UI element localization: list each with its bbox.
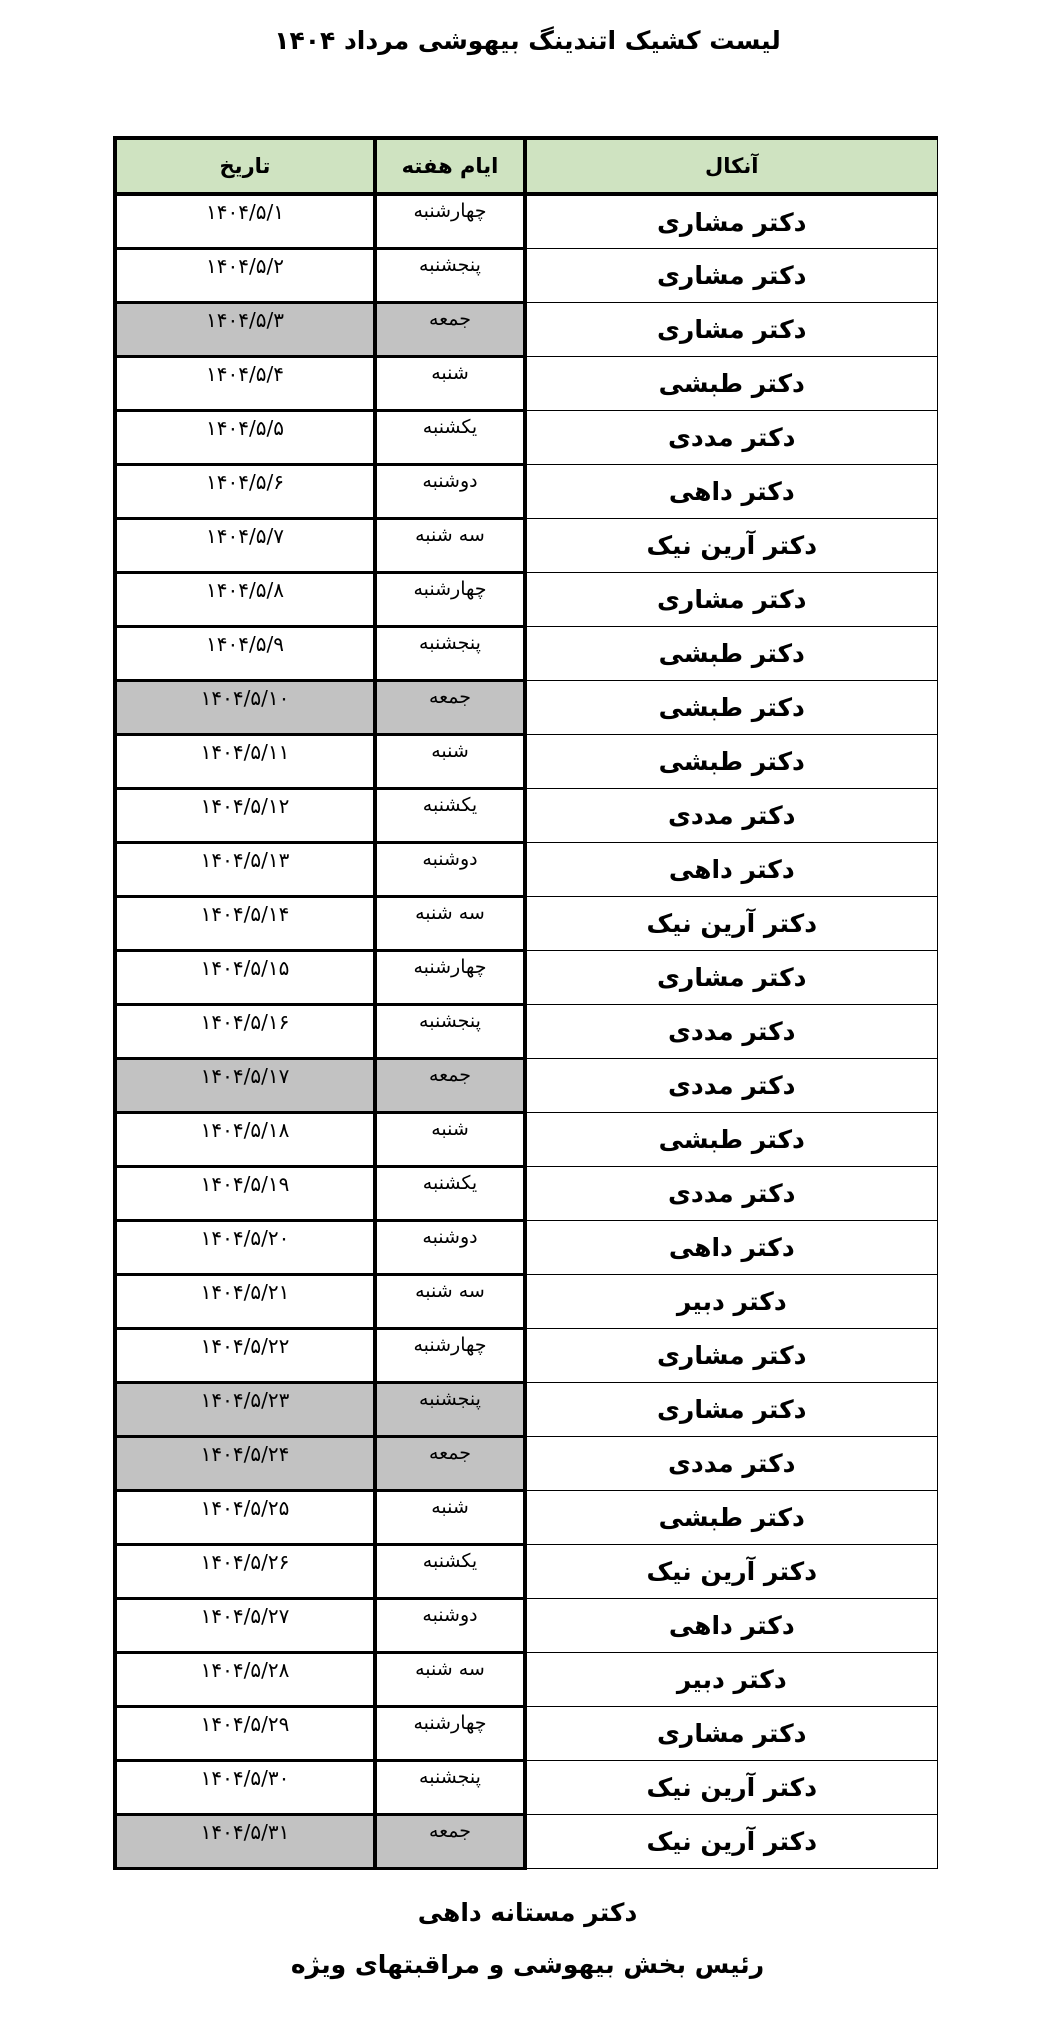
table-row xyxy=(115,1005,937,1059)
signature-name: دکتر مستانه داهی xyxy=(417,1898,638,1927)
cell-on-call-doctor: دکتر آرین نیک xyxy=(525,1545,937,1599)
cell-on-call-doctor: دکتر دبیر xyxy=(525,1275,937,1329)
cell-date: ۱۴۰۴/۵/۲ xyxy=(115,249,375,303)
cell-date: ۱۴۰۴/۵/۲۷ xyxy=(115,1599,375,1653)
cell-date: ۱۴۰۴/۵/۳ xyxy=(115,303,375,357)
cell-weekday: سه شنبه xyxy=(375,1275,525,1329)
cell-date: ۱۴۰۴/۵/۲۵ xyxy=(115,1491,375,1545)
cell-weekday: دوشنبه xyxy=(375,843,525,897)
cell-weekday: پنجشنبه xyxy=(375,1383,525,1437)
table-row xyxy=(115,1275,937,1329)
cell-weekday: دوشنبه xyxy=(375,465,525,519)
cell-weekday: چهارشنبه xyxy=(375,573,525,627)
cell-date: ۱۴۰۴/۵/۲۶ xyxy=(115,1545,375,1599)
cell-weekday: شنبه xyxy=(375,357,525,411)
cell-on-call-doctor: دکتر طبشی xyxy=(525,357,937,411)
cell-weekday: یکشنبه xyxy=(375,1167,525,1221)
cell-weekday: سه شنبه xyxy=(375,1653,525,1707)
cell-date: ۱۴۰۴/۵/۲۱ xyxy=(115,1275,375,1329)
cell-date: ۱۴۰۴/۵/۸ xyxy=(115,573,375,627)
cell-date: ۱۴۰۴/۵/۲۴ xyxy=(115,1437,375,1491)
cell-on-call-doctor: دکتر مددی xyxy=(525,411,937,465)
cell-weekday: شنبه xyxy=(375,1491,525,1545)
table-row xyxy=(115,735,937,789)
cell-date: ۱۴۰۴/۵/۱۱ xyxy=(115,735,375,789)
cell-weekday: پنجشنبه xyxy=(375,1761,525,1815)
cell-weekday: دوشنبه xyxy=(375,1599,525,1653)
cell-date: ۱۴۰۴/۵/۳۱ xyxy=(115,1815,375,1869)
table-row xyxy=(115,1761,937,1815)
cell-weekday: سه شنبه xyxy=(375,897,525,951)
cell-weekday: دوشنبه xyxy=(375,1221,525,1275)
cell-on-call-doctor: دکتر مشاری xyxy=(525,951,937,1005)
cell-weekday: چهارشنبه xyxy=(375,1329,525,1383)
cell-date: ۱۴۰۴/۵/۱۵ xyxy=(115,951,375,1005)
cell-on-call-doctor: دکتر طبشی xyxy=(525,627,937,681)
table-row xyxy=(115,411,937,465)
cell-on-call-doctor: دکتر مشاری xyxy=(525,573,937,627)
cell-on-call-doctor: دکتر آرین نیک xyxy=(525,1815,937,1869)
cell-weekday: جمعه xyxy=(375,1815,525,1869)
cell-on-call-doctor: دکتر داهی xyxy=(525,465,937,519)
table-row xyxy=(115,1545,937,1599)
cell-date: ۱۴۰۴/۵/۱۳ xyxy=(115,843,375,897)
table-row xyxy=(115,357,937,411)
cell-weekday: پنجشنبه xyxy=(375,249,525,303)
cell-date: ۱۴۰۴/۵/۲۳ xyxy=(115,1383,375,1437)
cell-weekday: پنجشنبه xyxy=(375,1005,525,1059)
table-row xyxy=(115,1437,937,1491)
cell-on-call-doctor: دکتر آرین نیک xyxy=(525,519,937,573)
cell-date: ۱۴۰۴/۵/۱۸ xyxy=(115,1113,375,1167)
cell-on-call-doctor: دکتر داهی xyxy=(525,1599,937,1653)
table-row xyxy=(115,519,937,573)
table-row xyxy=(115,1059,937,1113)
table-row xyxy=(115,1329,937,1383)
table-row xyxy=(115,1599,937,1653)
cell-weekday: جمعه xyxy=(375,1437,525,1491)
cell-on-call-doctor: دکتر مشاری xyxy=(525,1329,937,1383)
cell-date: ۱۴۰۴/۵/۱۶ xyxy=(115,1005,375,1059)
cell-weekday: یکشنبه xyxy=(375,1545,525,1599)
cell-date: ۱۴۰۴/۵/۱۰ xyxy=(115,681,375,735)
cell-date: ۱۴۰۴/۵/۲۰ xyxy=(115,1221,375,1275)
table-row xyxy=(115,897,937,951)
cell-date: ۱۴۰۴/۵/۱۴ xyxy=(115,897,375,951)
table-row xyxy=(115,789,937,843)
cell-on-call-doctor: دکتر مددی xyxy=(525,1059,937,1113)
table-row xyxy=(115,1383,937,1437)
cell-on-call-doctor: دکتر مددی xyxy=(525,1005,937,1059)
cell-date: ۱۴۰۴/۵/۵ xyxy=(115,411,375,465)
cell-on-call-doctor: دکتر مشاری xyxy=(525,194,937,249)
cell-on-call-doctor: دکتر مددی xyxy=(525,1167,937,1221)
table-row xyxy=(115,573,937,627)
table-row xyxy=(115,1113,937,1167)
cell-on-call-doctor: دکتر داهی xyxy=(525,843,937,897)
table-row xyxy=(115,1815,937,1869)
cell-on-call-doctor: دکتر مددی xyxy=(525,1437,937,1491)
header-weekday: ایام هفته xyxy=(375,138,525,194)
cell-date: ۱۴۰۴/۵/۹ xyxy=(115,627,375,681)
shift-schedule-table xyxy=(113,136,938,1870)
cell-on-call-doctor: دکتر مشاری xyxy=(525,249,937,303)
cell-on-call-doctor: دکتر مشاری xyxy=(525,1383,937,1437)
cell-weekday: چهارشنبه xyxy=(375,951,525,1005)
cell-date: ۱۴۰۴/۵/۴ xyxy=(115,357,375,411)
cell-on-call-doctor: دکتر طبشی xyxy=(525,1491,937,1545)
cell-date: ۱۴۰۴/۵/۲۲ xyxy=(115,1329,375,1383)
table-row xyxy=(115,1653,937,1707)
table-row xyxy=(115,627,937,681)
table-row xyxy=(115,1707,937,1761)
signature-title: رئیس بخش بیهوشی و مراقبتهای ویژه xyxy=(290,1950,765,1979)
cell-date: ۱۴۰۴/۵/۱۷ xyxy=(115,1059,375,1113)
cell-date: ۱۴۰۴/۵/۷ xyxy=(115,519,375,573)
cell-weekday: جمعه xyxy=(375,1059,525,1113)
table-row xyxy=(115,951,937,1005)
page-title: لیست کشیک اتندینگ بیهوشی مرداد ۱۴۰۴ xyxy=(274,26,781,55)
cell-weekday: شنبه xyxy=(375,735,525,789)
cell-date: ۱۴۰۴/۵/۳۰ xyxy=(115,1761,375,1815)
table-row xyxy=(115,465,937,519)
cell-weekday: چهارشنبه xyxy=(375,194,525,249)
cell-date: ۱۴۰۴/۵/۲۹ xyxy=(115,1707,375,1761)
cell-on-call-doctor: دکتر طبشی xyxy=(525,1113,937,1167)
cell-date: ۱۴۰۴/۵/۲۸ xyxy=(115,1653,375,1707)
cell-on-call-doctor: دکتر مددی xyxy=(525,789,937,843)
cell-weekday: سه شنبه xyxy=(375,519,525,573)
cell-date: ۱۴۰۴/۵/۶ xyxy=(115,465,375,519)
cell-on-call-doctor: دکتر داهی xyxy=(525,1221,937,1275)
table-row xyxy=(115,194,937,249)
table-row xyxy=(115,843,937,897)
cell-on-call-doctor: دکتر دبیر xyxy=(525,1653,937,1707)
cell-weekday: یکشنبه xyxy=(375,411,525,465)
table-row xyxy=(115,1221,937,1275)
table-row xyxy=(115,1491,937,1545)
table-row xyxy=(115,249,937,303)
table-row xyxy=(115,1167,937,1221)
cell-on-call-doctor: دکتر آرین نیک xyxy=(525,1761,937,1815)
cell-date: ۱۴۰۴/۵/۱۹ xyxy=(115,1167,375,1221)
cell-weekday: جمعه xyxy=(375,681,525,735)
cell-date: ۱۴۰۴/۵/۱۲ xyxy=(115,789,375,843)
cell-on-call-doctor: دکتر آرین نیک xyxy=(525,897,937,951)
table-header-row xyxy=(115,138,937,194)
header-on-call: آنکال xyxy=(525,138,937,194)
cell-weekday: پنجشنبه xyxy=(375,627,525,681)
table-row xyxy=(115,681,937,735)
header-date: تاریخ xyxy=(115,138,375,194)
cell-on-call-doctor: دکتر مشاری xyxy=(525,1707,937,1761)
table-body xyxy=(115,194,937,1869)
cell-on-call-doctor: دکتر مشاری xyxy=(525,303,937,357)
cell-weekday: یکشنبه xyxy=(375,789,525,843)
cell-weekday: جمعه xyxy=(375,303,525,357)
cell-on-call-doctor: دکتر طبشی xyxy=(525,681,937,735)
table-row xyxy=(115,303,937,357)
cell-weekday: شنبه xyxy=(375,1113,525,1167)
cell-weekday: چهارشنبه xyxy=(375,1707,525,1761)
cell-date: ۱۴۰۴/۵/۱ xyxy=(115,194,375,249)
cell-on-call-doctor: دکتر طبشی xyxy=(525,735,937,789)
